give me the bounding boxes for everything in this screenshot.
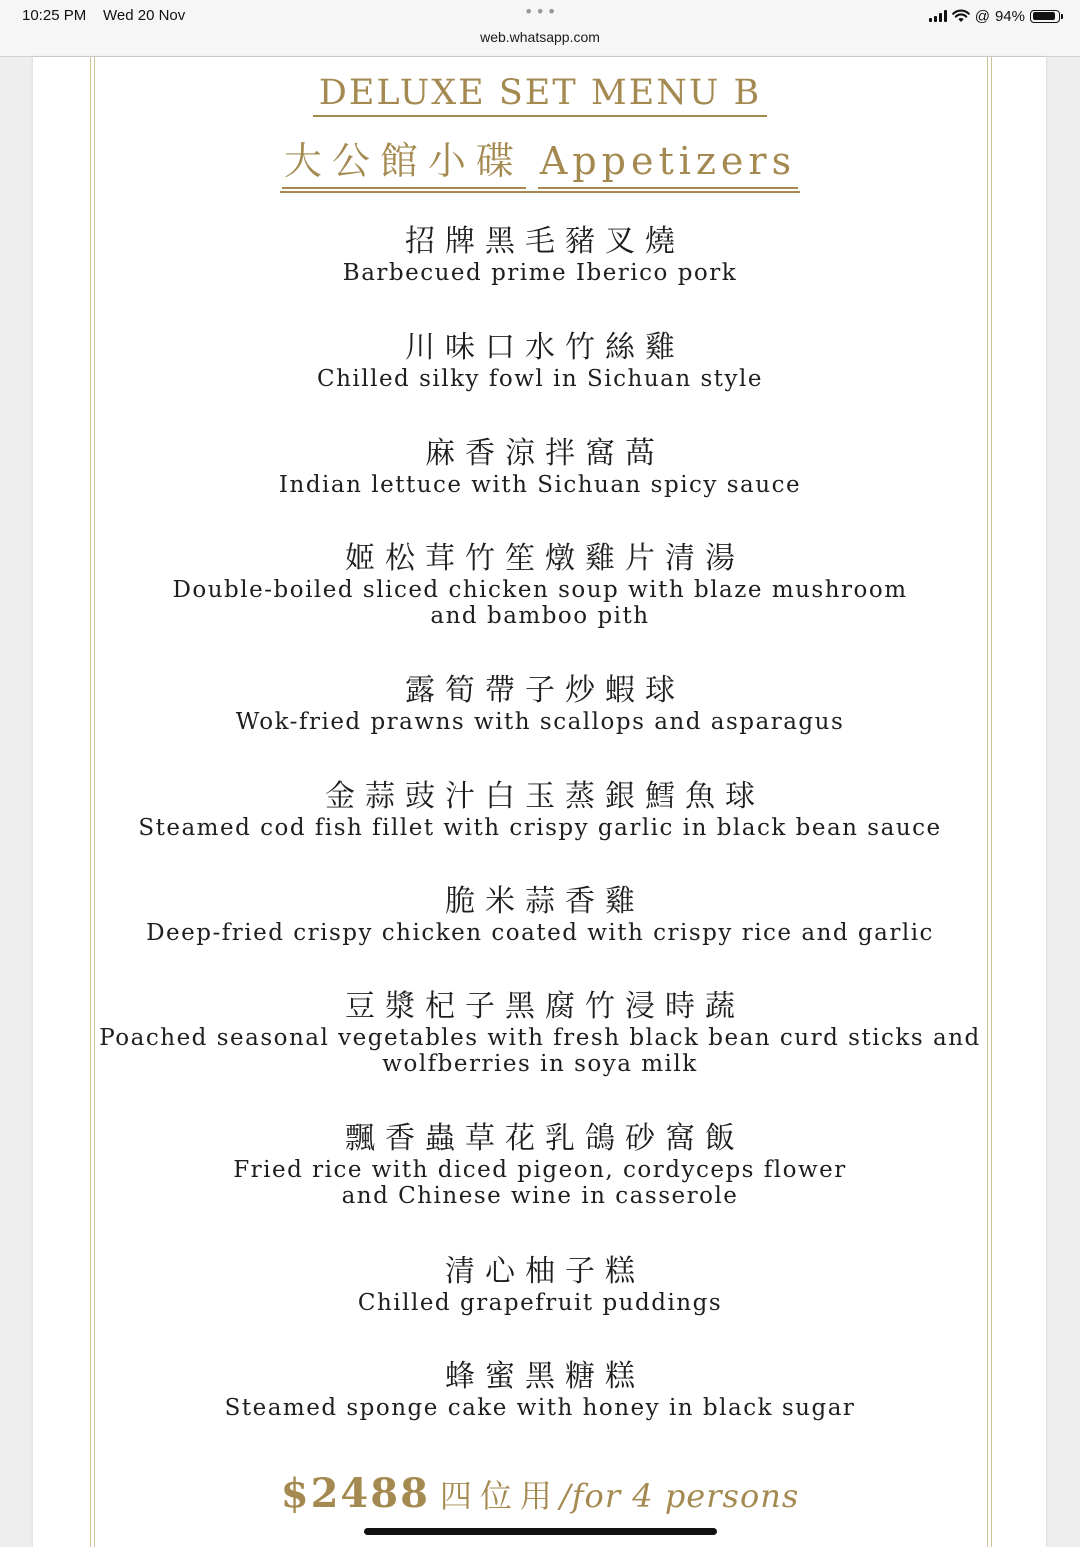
battery-percent: 94%	[994, 7, 1025, 25]
dish-name-en: Wok-fried prawns with scallops and asparagus	[235, 709, 845, 735]
at-icon: @	[974, 7, 990, 25]
dish-item	[0, 224, 1080, 286]
section-title	[0, 137, 1080, 193]
dish-name-cn: 招牌黑毛豬叉燒	[405, 224, 685, 259]
status-icons	[929, 6, 1060, 26]
price-line	[0, 1470, 1080, 1517]
dish-name-en: Deep-fried crispy chicken coated with crispy rice and garlic	[146, 920, 934, 946]
section-title-en: Appetizers	[538, 137, 798, 189]
dish-item	[0, 673, 1080, 735]
price-cn: 四位用	[439, 1477, 560, 1515]
status-date: Wed 20 Nov	[103, 7, 186, 24]
dish-name-en: Chilled silky fowl in Sichuan style	[316, 366, 764, 392]
dish-name-cn: 露筍帶子炒蝦球	[405, 673, 685, 708]
dish-name-en: Barbecued prime Iberico pork	[342, 260, 738, 286]
dish-name-cn: 清心柚子糕	[445, 1254, 645, 1289]
price-en: /for 4 persons	[559, 1477, 800, 1515]
menu-title	[0, 73, 1080, 117]
dish-item	[0, 436, 1080, 498]
menu-title-text: DELUXE SET MENU B	[313, 73, 767, 117]
signal-icon	[929, 10, 947, 22]
battery-tip	[1061, 14, 1063, 19]
section-title-cn: 大公館小碟	[282, 137, 526, 189]
dish-item	[0, 541, 1080, 629]
more-dots-icon[interactable]: •••	[524, 2, 559, 21]
section-title-text	[280, 137, 800, 193]
dish-name-cn: 金蒜豉汁白玉蒸銀鱈魚球	[325, 779, 765, 814]
dish-item	[0, 1359, 1080, 1421]
status-time: 10:25 PM	[22, 7, 87, 24]
status-bar	[0, 0, 1080, 57]
dish-name-cn: 飄香蟲草花乳鴿砂窩飯	[345, 1121, 745, 1156]
battery-fill	[1033, 12, 1056, 20]
dish-name-en: Fried rice with diced pigeon, cordyceps flower and Chinese wine in casserole	[233, 1157, 847, 1209]
dish-name-cn: 姬松茸竹笙燉雞片清湯	[345, 541, 745, 576]
dish-item	[0, 1121, 1080, 1209]
dish-name-cn: 川味口水竹絲雞	[405, 330, 685, 365]
price-amount: $2488	[280, 1470, 430, 1517]
dish-item	[0, 779, 1080, 841]
home-indicator[interactable]	[364, 1528, 717, 1535]
dish-item	[0, 884, 1080, 946]
dish-name-cn: 豆漿杞子黑腐竹浸時蔬	[345, 989, 745, 1024]
dish-name-cn: 蜂蜜黑糖糕	[445, 1359, 645, 1394]
dish-item	[0, 1254, 1080, 1316]
dish-name-en: Steamed cod fish fillet with crispy garlic in black bean sauce	[138, 815, 942, 841]
dish-name-en: Chilled grapefruit puddings	[357, 1290, 723, 1316]
dish-name-cn: 麻香涼拌窩萵	[425, 436, 665, 471]
dish-name-cn: 脆米蒜香雞	[445, 884, 645, 919]
wifi-icon	[952, 9, 970, 23]
dish-item	[0, 330, 1080, 392]
dish-item	[0, 989, 1080, 1077]
dish-name-en: Poached seasonal vegetables with fresh black bean curd sticks and wolfberries in soya milk	[99, 1025, 981, 1077]
dish-name-en: Double-boiled sliced chicken soup with blaze mushroom and bamboo pith	[172, 577, 908, 629]
dish-name-en: Steamed sponge cake with honey in black sugar	[224, 1395, 856, 1421]
address-url[interactable]: web.whatsapp.com	[480, 29, 600, 45]
dish-name-en: Indian lettuce with Sichuan spicy sauce	[278, 472, 802, 498]
battery-icon	[1030, 10, 1060, 23]
